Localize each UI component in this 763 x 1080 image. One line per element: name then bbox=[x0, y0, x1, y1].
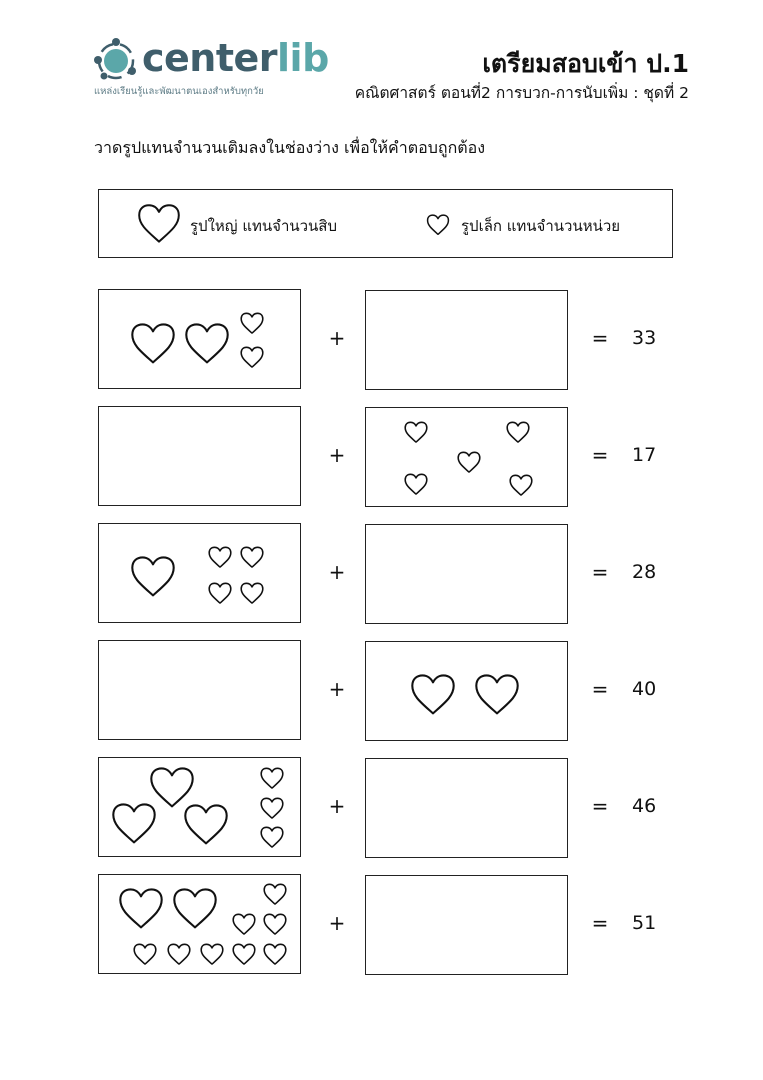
problem-3-left-box bbox=[98, 523, 301, 623]
legend-small-label: รูปเล็ก แทนจำนวนหน่วย bbox=[461, 217, 621, 235]
page-subtitle: คณิตศาสตร์ ตอนที่2 การบวก-การนับเพิ่ม : ชุดที่ 2 bbox=[354, 84, 689, 102]
small-heart-icon bbox=[240, 346, 264, 369]
small-heart-icon bbox=[240, 546, 264, 569]
small-heart-icon bbox=[208, 582, 232, 605]
small-heart-icon bbox=[208, 546, 232, 569]
equals-sign: = bbox=[591, 443, 609, 467]
small-heart-icon bbox=[232, 943, 256, 966]
page-title: เตรียมสอบเข้า ป.1 bbox=[482, 49, 689, 78]
equals-sign: = bbox=[591, 560, 609, 584]
big-heart-icon bbox=[137, 203, 181, 245]
small-heart-icon bbox=[506, 421, 530, 444]
problem-6-answer: 51 bbox=[632, 912, 657, 934]
small-heart-icon bbox=[263, 913, 287, 936]
small-heart-icon bbox=[260, 767, 284, 790]
small-heart-icon bbox=[240, 312, 264, 335]
small-heart-icon bbox=[263, 943, 287, 966]
equals-sign: = bbox=[591, 911, 609, 935]
small-heart-icon bbox=[260, 797, 284, 820]
big-heart-icon bbox=[410, 673, 456, 717]
problem-5-answer: 46 bbox=[632, 795, 657, 817]
logo-tagline: แหล่งเรียนรู้และพัฒนาตนเองสำหรับทุกวัย bbox=[94, 86, 264, 97]
big-heart-icon bbox=[130, 555, 176, 599]
small-heart-icon bbox=[426, 214, 450, 236]
big-heart-icon bbox=[130, 322, 176, 366]
big-heart-icon bbox=[184, 322, 230, 366]
small-heart-icon bbox=[404, 473, 428, 496]
equals-sign: = bbox=[591, 677, 609, 701]
plus-sign: + bbox=[328, 443, 346, 467]
small-heart-icon bbox=[404, 421, 428, 444]
small-heart-icon bbox=[263, 883, 287, 906]
problem-5-right-box[interactable] bbox=[365, 758, 568, 858]
problem-3-answer: 28 bbox=[632, 561, 657, 583]
problem-6-right-box[interactable] bbox=[365, 875, 568, 975]
equals-sign: = bbox=[591, 326, 609, 350]
problem-1-right-box[interactable] bbox=[365, 290, 568, 390]
big-heart-icon bbox=[172, 887, 218, 931]
legend-big-label: รูปใหญ่ แทนจำนวนสิบ bbox=[190, 217, 337, 235]
problem-4-answer: 40 bbox=[632, 678, 657, 700]
plus-sign: + bbox=[328, 326, 346, 350]
small-heart-icon bbox=[457, 451, 481, 474]
big-heart-icon bbox=[474, 673, 520, 717]
problem-2-answer: 17 bbox=[632, 444, 657, 466]
small-heart-icon bbox=[260, 826, 284, 849]
problem-3-right-box[interactable] bbox=[365, 524, 568, 624]
small-heart-icon bbox=[133, 943, 157, 966]
problem-4-right-box bbox=[365, 641, 568, 741]
problem-1-answer: 33 bbox=[632, 327, 657, 349]
plus-sign: + bbox=[328, 677, 346, 701]
problem-4-left-box[interactable] bbox=[98, 640, 301, 740]
plus-sign: + bbox=[328, 911, 346, 935]
plus-sign: + bbox=[328, 794, 346, 818]
big-heart-icon bbox=[111, 802, 157, 846]
problem-2-left-box[interactable] bbox=[98, 406, 301, 506]
equals-sign: = bbox=[591, 794, 609, 818]
big-heart-icon bbox=[118, 887, 164, 931]
small-heart-icon bbox=[167, 943, 191, 966]
instruction-text: วาดรูปแทนจำนวนเติมลงในช่องว่าง เพื่อให้คำตอบถูกต้อง bbox=[94, 138, 486, 157]
small-heart-icon bbox=[232, 913, 256, 936]
small-heart-icon bbox=[240, 582, 264, 605]
plus-sign: + bbox=[328, 560, 346, 584]
small-heart-icon bbox=[200, 943, 224, 966]
logo-wordmark: centerlib bbox=[142, 36, 329, 80]
small-heart-icon bbox=[509, 474, 533, 497]
big-heart-icon bbox=[183, 803, 229, 847]
logo-icon bbox=[92, 36, 138, 84]
